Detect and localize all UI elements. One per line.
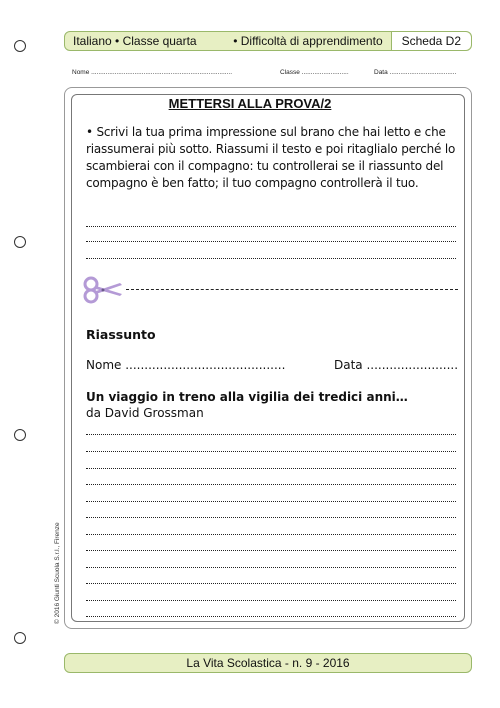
writing-line[interactable]: [86, 600, 456, 601]
answer-line[interactable]: [86, 241, 456, 242]
binder-hole: [14, 632, 26, 644]
writing-line[interactable]: [86, 517, 456, 518]
header-band: [64, 31, 472, 51]
binder-hole: [14, 429, 26, 441]
writing-line[interactable]: [86, 567, 456, 568]
summary-heading: Riassunto: [86, 327, 156, 342]
scissors-icon: [82, 276, 124, 304]
copyright-notice: © 2016 Giunti Scuola S.r.l., Firenze: [54, 522, 61, 624]
story-author: da David Grossman: [86, 406, 204, 420]
writing-line[interactable]: [86, 550, 456, 551]
sheet-badge: Scheda D2: [391, 32, 471, 50]
story-title: Un viaggio in treno alla vigilia dei tredici anni…: [86, 390, 408, 404]
footer-band: La Vita Scolastica - n. 9 - 2016: [64, 653, 472, 673]
writing-line[interactable]: [86, 468, 456, 469]
writing-line[interactable]: [86, 616, 456, 617]
exercise-title: METTERSI ALLA PROVA/2: [168, 96, 332, 111]
summary-name-field[interactable]: Nome ..........................................: [86, 358, 286, 372]
date-field[interactable]: Data .....................................: [374, 69, 457, 76]
class-field[interactable]: Classe ..........................: [280, 69, 349, 76]
binder-hole: [14, 236, 26, 248]
answer-line[interactable]: [86, 226, 456, 227]
exercise-instruction: • Scrivi la tua prima impressione sul brano che hai letto e che riassumerai più sotto. Riassumi il testo e poi ritaglialo perché lo scambierai con il compagno: tu controllerai se il riassunto del compagno è ben fatto; il tuo compagno controllerà il tuo.: [86, 125, 456, 190]
writing-line[interactable]: [86, 501, 456, 502]
writing-line[interactable]: [86, 484, 456, 485]
writing-line[interactable]: [86, 534, 456, 535]
cut-line: [126, 289, 458, 290]
topic-label: • Difficoltà di apprendimento: [233, 34, 383, 48]
summary-date-field[interactable]: Data ........................: [334, 358, 459, 372]
binder-hole: [14, 40, 26, 52]
name-field[interactable]: Nome ..............................................................................: [72, 69, 233, 76]
subject-label: Italiano • Classe quarta: [73, 34, 197, 48]
answer-line[interactable]: [86, 258, 456, 259]
writing-line[interactable]: [86, 434, 456, 435]
writing-line[interactable]: [86, 451, 456, 452]
writing-line[interactable]: [86, 583, 456, 584]
